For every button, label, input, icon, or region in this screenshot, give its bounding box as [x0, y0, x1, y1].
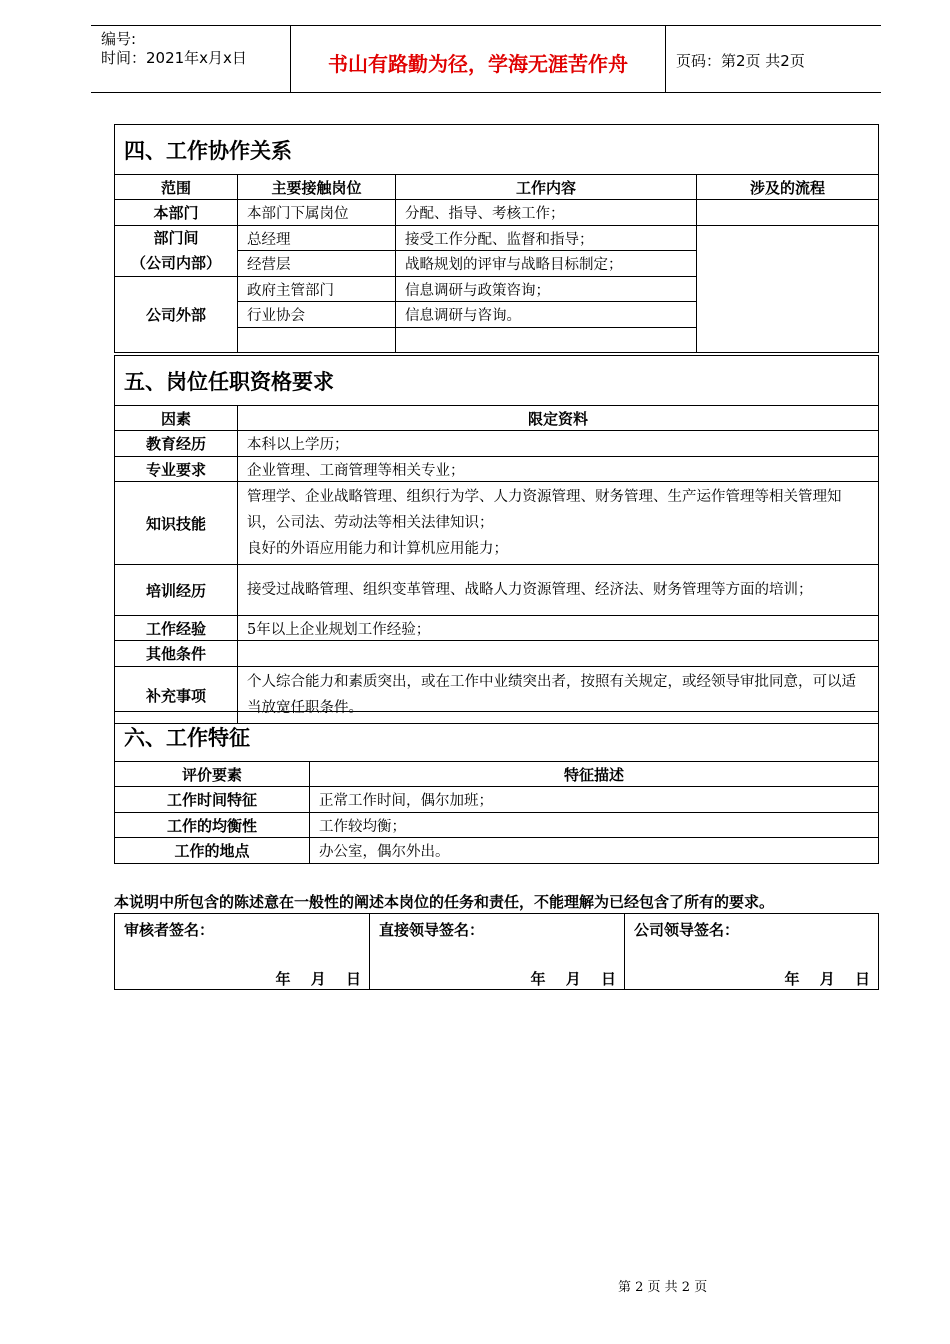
- work-content: 接受工作分配、监督和指导；: [396, 226, 697, 251]
- factor-label: 补充事项: [115, 667, 238, 724]
- requirement-text: 个人综合能力和素质突出，或在工作中业绩突出者，按照有关规定，或经领导审批同意，可以适当放宽任职条件。: [238, 667, 879, 724]
- contact-post: 经营层: [238, 251, 396, 277]
- requirement-text: 5年以上企业规划工作经验；: [238, 616, 879, 641]
- factor-label: 教育经历: [115, 431, 238, 457]
- signature-label: 公司领导签名：: [634, 921, 740, 939]
- col-header-contact-post: 主要接触岗位: [238, 175, 396, 200]
- requirement-line: 良好的外语应用能力和计算机应用能力；: [247, 541, 508, 557]
- contact-post: 总经理: [238, 226, 396, 251]
- factor-label: 专业要求: [115, 457, 238, 482]
- col-header-process: 涉及的流程: [697, 175, 879, 200]
- contact-post: [238, 328, 396, 353]
- signature-date: 年 月 日: [784, 970, 870, 988]
- section-5-title: 五、岗位任职资格要求: [115, 356, 879, 406]
- process-cell: [697, 226, 879, 353]
- characteristic-factor: 工作时间特征: [115, 787, 310, 813]
- section-4-title: 四、工作协作关系: [115, 125, 879, 175]
- contact-post: 行业协会: [238, 302, 396, 328]
- factor-label: 知识技能: [115, 482, 238, 565]
- signature-company-leader[interactable]: [625, 914, 879, 990]
- signature-label: 审核者签名：: [124, 921, 215, 939]
- qualification-table: [114, 355, 879, 724]
- header-page-number: 页码：第2页 共2页: [676, 52, 805, 70]
- header-motto: 书山有路勤为径，学海无涯苦作舟: [328, 52, 628, 76]
- requirement-text: [238, 482, 879, 565]
- scope-inter-line-1: 部门间: [153, 229, 199, 247]
- work-content: 战略规划的评审与战略目标制定；: [396, 251, 697, 277]
- work-content: 信息调研与政策咨询；: [396, 277, 697, 302]
- section-6-title: 六、工作特征: [115, 712, 879, 762]
- col-header-requirement: 限定资料: [238, 406, 879, 431]
- characteristic-desc: 工作较均衡；: [310, 813, 879, 838]
- work-characteristics-table: [114, 711, 879, 864]
- col-header-scope: 范围: [115, 175, 238, 200]
- signature-direct-leader[interactable]: [370, 914, 625, 990]
- work-content: 信息调研与咨询。: [396, 302, 697, 328]
- characteristic-factor: 工作的地点: [115, 838, 310, 864]
- document-number-label: 编号:: [101, 30, 137, 48]
- signature-date: 年 月 日: [275, 970, 361, 988]
- contact-post: 本部门下属岗位: [238, 200, 396, 226]
- factor-label: 培训经历: [115, 565, 238, 616]
- signature-date: 年 月 日: [530, 970, 616, 988]
- scope-external: 公司外部: [115, 277, 238, 353]
- factor-label: 工作经验: [115, 616, 238, 641]
- requirement-text: [238, 641, 879, 667]
- collaboration-table: [114, 124, 879, 353]
- factor-label: 其他条件: [115, 641, 238, 667]
- process-cell: [697, 200, 879, 226]
- work-content: [396, 328, 697, 353]
- disclaimer-statement: 本说明中所包含的陈述意在一般性的阐述本岗位的任务和责任，不能理解为已经包含了所有的要求。: [114, 893, 775, 911]
- scope-inter-line-2: （公司内部）: [130, 254, 221, 272]
- col-header-work-content: 工作内容: [396, 175, 697, 200]
- characteristic-factor: 工作的均衡性: [115, 813, 310, 838]
- signature-table: [114, 913, 879, 990]
- col-header-characteristic: 特征描述: [310, 762, 879, 787]
- col-header-factor: 因素: [115, 406, 238, 431]
- signature-reviewer[interactable]: [115, 914, 370, 990]
- document-time-label: 时间：2021年x月x日: [101, 49, 247, 67]
- scope-inter-department: [115, 226, 238, 277]
- requirement-text: 接受过战略管理、组织变革管理、战略人力资源管理、经济法、财务管理等方面的培训；: [238, 565, 879, 616]
- characteristic-desc: 办公室，偶尔外出。: [310, 838, 879, 864]
- requirement-text: 企业管理、工商管理等相关专业；: [238, 457, 879, 482]
- characteristic-desc: 正常工作时间，偶尔加班；: [310, 787, 879, 813]
- signature-label: 直接领导签名：: [379, 921, 485, 939]
- requirement-text: 本科以上学历；: [238, 431, 879, 457]
- page-footer: 第 2 页 共 2 页: [618, 1280, 708, 1295]
- scope-department: 本部门: [115, 200, 238, 226]
- contact-post: 政府主管部门: [238, 277, 396, 302]
- col-header-evaluation-factor: 评价要素: [115, 762, 310, 787]
- requirement-line: 管理学、企业战略管理、组织行为学、人力资源管理、财务管理、生产运作管理等相关管理知识，公司法、劳动法等相关法律知识；: [247, 489, 842, 531]
- work-content: 分配、指导、考核工作；: [396, 200, 697, 226]
